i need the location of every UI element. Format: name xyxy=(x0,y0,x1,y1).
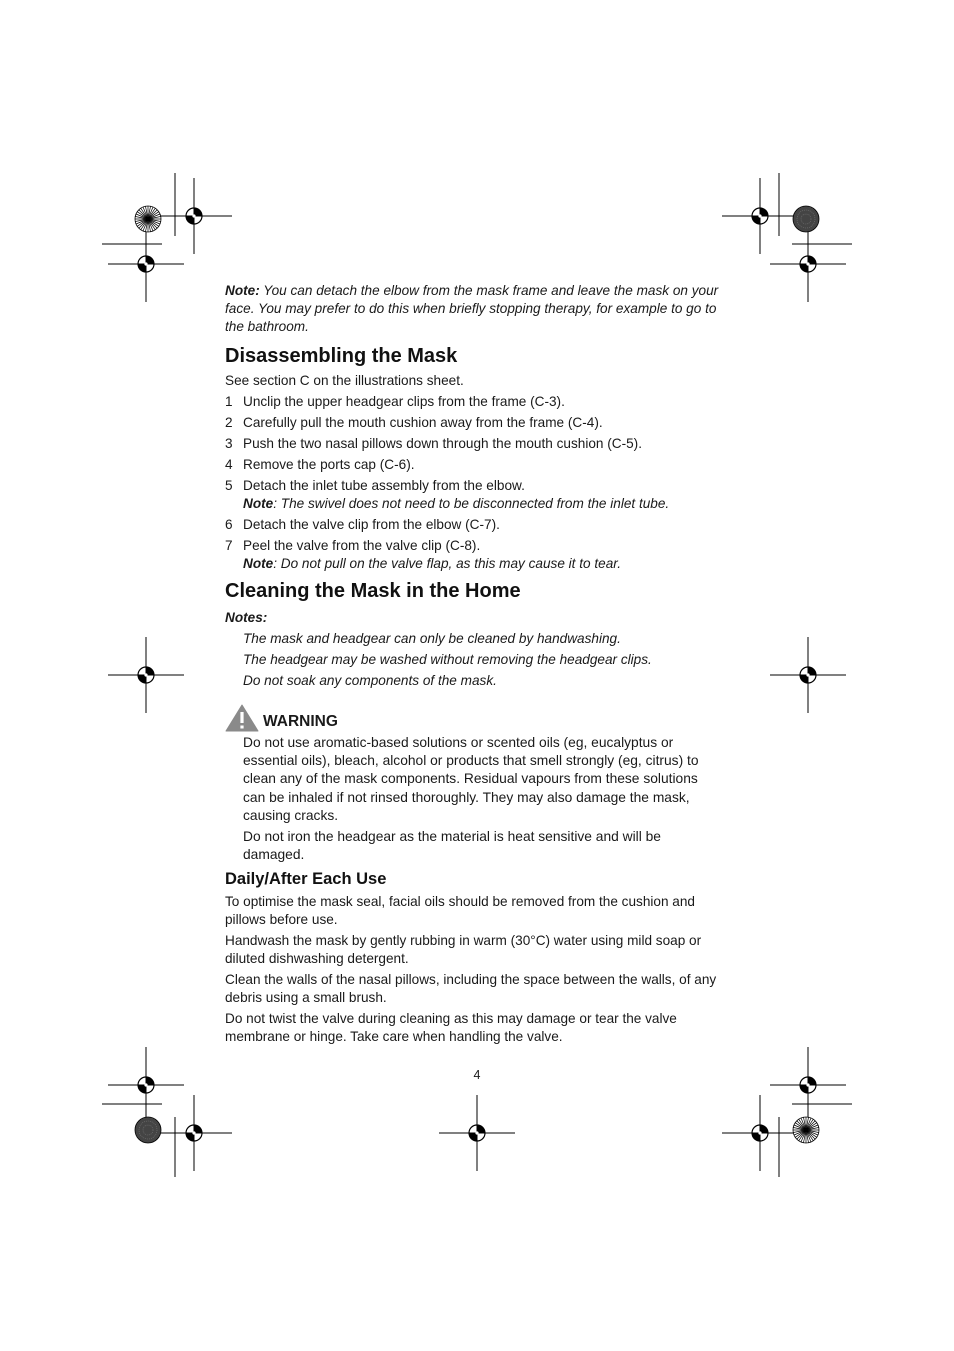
daily-paragraph: To optimise the mask seal, facial oils should be removed from the cushion and pillows before use. xyxy=(225,894,695,928)
cleaning-heading: Cleaning the Mask in the Home xyxy=(225,580,521,602)
daily-heading: Daily/After Each Use xyxy=(225,870,387,889)
warning-paragraph: Do not iron the headgear as the material is heat sensitive and will be damaged. xyxy=(243,829,661,863)
page-number: 4 xyxy=(473,1068,481,1082)
note-item: The mask and headgear can only be cleaned by handwashing. xyxy=(243,631,621,646)
step-5 xyxy=(225,477,721,513)
step-text: Push the two nasal pillows down through the mouth cushion (C-5). xyxy=(243,436,642,451)
warning-box xyxy=(225,700,721,864)
step-text: Detach the valve clip from the elbow (C-7). xyxy=(243,517,500,532)
step-7 xyxy=(225,537,721,573)
step-text: Carefully pull the mouth cushion away from the frame (C-4). xyxy=(243,415,603,430)
step-number: 2 xyxy=(225,415,233,430)
page-content xyxy=(225,282,721,1046)
warning-triangle-icon xyxy=(225,704,259,732)
step-1 xyxy=(225,393,721,411)
step-note-label: Note xyxy=(243,556,274,571)
top-note xyxy=(225,282,721,336)
step-number: 4 xyxy=(225,457,233,472)
note-item: Do not soak any components of the mask. xyxy=(243,673,497,688)
step-number: 3 xyxy=(225,436,233,451)
notes-list xyxy=(243,630,721,690)
warning-header xyxy=(225,700,721,732)
step-note-label: Note xyxy=(243,496,274,511)
disassembling-intro: See section C on the illustrations sheet. xyxy=(225,373,464,388)
step-text: Remove the ports cap (C-6). xyxy=(243,457,415,472)
step-3 xyxy=(225,435,721,453)
daily-paragraph: Clean the walls of the nasal pillows, including the space between the walls, of any debris using a small brush. xyxy=(225,972,717,1006)
step-6 xyxy=(225,516,721,534)
step-note-text: : Do not pull on the valve flap, as this may cause it to tear. xyxy=(273,556,622,571)
step-2 xyxy=(225,414,721,432)
note-item: The headgear may be washed without removing the headgear clips. xyxy=(243,652,652,667)
step-4 xyxy=(225,456,721,474)
notes-label: Notes: xyxy=(225,610,268,625)
step-text: Peel the valve from the valve clip (C-8). xyxy=(243,538,481,553)
warning-title: WARNING xyxy=(263,713,338,730)
step-number: 7 xyxy=(225,538,233,553)
step-note xyxy=(243,495,721,513)
top-note-label: Note: xyxy=(225,283,260,298)
daily-paragraph: Handwash the mask by gently rubbing in warm (30°C) water using mild soap or diluted dishwashing detergent. xyxy=(225,933,702,967)
step-number: 1 xyxy=(225,394,233,409)
top-note-text: You can detach the elbow from the mask frame and leave the mask on your face. You may prefer to do this when briefly stopping therapy, for example to go to the bathroom. xyxy=(225,283,719,334)
step-note-text: : The swivel does not need to be disconnected from the inlet tube. xyxy=(273,496,670,511)
disassembling-heading: Disassembling the Mask xyxy=(225,345,458,367)
step-number: 6 xyxy=(225,517,233,532)
warning-paragraph: Do not use aromatic-based solutions or scented oils (eg, eucalyptus or essential oils), bleach, alcohol or products that smell strongly (eg, citrus) to clean any of the mask components. Residual vapours from these solutions can be inhaled if not rinsed thoroughly. They may also damage the mask, causing cracks. xyxy=(243,735,699,823)
step-note xyxy=(243,555,721,573)
warning-body xyxy=(243,734,721,864)
step-text: Detach the inlet tube assembly from the elbow. xyxy=(243,478,525,493)
step-number: 5 xyxy=(225,478,233,493)
step-text: Unclip the upper headgear clips from the frame (C-3). xyxy=(243,394,565,409)
daily-paragraph: Do not twist the valve during cleaning as this may damage or tear the valve membrane or hinge. Take care when handling the valve. xyxy=(225,1011,677,1045)
